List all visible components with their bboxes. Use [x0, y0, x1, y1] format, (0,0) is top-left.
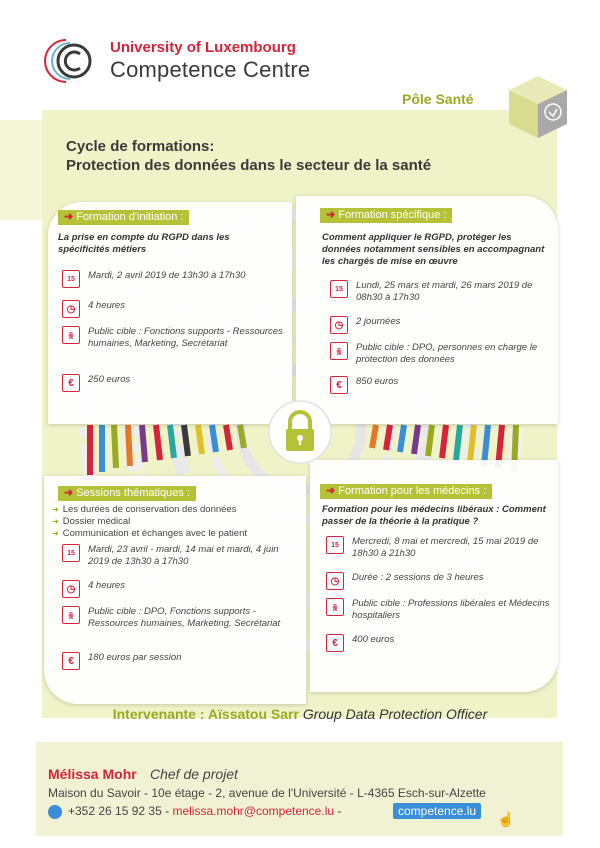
euro-icon: € [62, 374, 80, 392]
date-row [330, 280, 550, 304]
price-text: 250 euros [88, 374, 131, 385]
euro-icon: € [62, 652, 80, 670]
card-formation-initiation [48, 202, 292, 424]
left-bg-band [0, 120, 42, 220]
calendar-icon: 15 [62, 544, 80, 562]
arrow-icon: ➜ [64, 211, 74, 223]
contact-name: Mélissa Mohr [48, 766, 137, 782]
date-row [62, 270, 284, 288]
audience-text: Public cible : DPO, Fonctions supports - Ressources humaines, Marketing, Secrétariat [88, 606, 281, 629]
card-formation-medecins [310, 460, 558, 692]
speaker-line [0, 706, 600, 722]
page-title [66, 137, 431, 175]
audience-row [62, 606, 284, 630]
people-icon: ꆜ [62, 326, 80, 344]
health-cube-icon [505, 72, 571, 142]
card-subtitle: Formation pour les médecins libéraux : Comment passer de la théorie à la pratique ? [322, 504, 546, 527]
centre-name: Competence Centre [110, 57, 311, 82]
calendar-icon: 15 [330, 280, 348, 298]
people-icon: ꆜ [326, 598, 344, 616]
separator: - [165, 804, 170, 818]
price-row [330, 376, 550, 394]
duration-text: 4 heures [88, 580, 125, 591]
euro-icon: € [330, 376, 348, 394]
date-text: Mardi, 23 avril - mardi, 14 mai et mardi, 4 juin 2019 de 13h30 à 17h30 [88, 544, 279, 567]
separator: - [337, 804, 342, 818]
topic-list [52, 504, 302, 540]
duration-row [62, 580, 284, 598]
pointer-hand-icon: ☝ [497, 811, 515, 827]
date-text: Lundi, 25 mars et mardi, 26 mars 2019 de 08h30 à 17h30 [356, 280, 533, 303]
duration-text: 2 journées [356, 316, 401, 327]
date-text: Mardi, 2 avril 2019 de 13h30 à 17h30 [88, 270, 246, 281]
price-text: 400 euros [352, 634, 395, 645]
card-subtitle: La prise en compte du RGPD dans les spécificités métiers [58, 232, 230, 255]
price-text: 850 euros [356, 376, 399, 387]
date-row [62, 544, 284, 568]
audience-row [326, 598, 552, 622]
card-formation-specifique [296, 196, 558, 424]
contact-line [68, 804, 341, 818]
list-item: ➜ Les durées de conservation des données [52, 504, 237, 515]
card-tag: ➜ Formation spécifique : [320, 208, 452, 223]
audience-row [330, 342, 550, 366]
duration-row [326, 572, 552, 590]
audience-text: Public cible : DPO, personnes en charge le protection des données [356, 342, 538, 365]
arrow-icon: ➜ [326, 485, 336, 497]
padlock-icon [268, 400, 332, 464]
duration-text: Durée : 2 sessions de 3 heures [352, 572, 484, 583]
email-link[interactable]: melissa.mohr@competence.lu [172, 804, 335, 818]
competence-centre-logo [40, 36, 100, 86]
people-icon: ꆜ [330, 342, 348, 360]
card-tag: ➜ Formation pour les médecins : [320, 484, 492, 499]
arrow-icon: ➜ [64, 487, 74, 499]
duration-row [62, 300, 284, 318]
card-sessions-thematiques [44, 476, 306, 704]
price-row [62, 652, 284, 670]
phone-icon [48, 805, 62, 819]
card-tag: ➜ Sessions thématiques : [58, 486, 196, 501]
list-item: ➜ Dossier médical [52, 516, 131, 527]
duration-row [330, 316, 550, 334]
clock-icon: ◷ [62, 580, 80, 598]
date-row [326, 536, 552, 560]
calendar-icon: 15 [62, 270, 80, 288]
arrow-icon: ➜ [326, 209, 336, 221]
title-line-1: Cycle de formations: [66, 138, 215, 155]
website-link[interactable]: competence.lu [393, 803, 481, 819]
clock-icon: ◷ [330, 316, 348, 334]
card-subtitle: Comment appliquer le RGPD, protéger les données notamment sensibles en accompagnant les chargés de mise en œuvre [322, 232, 545, 267]
people-icon: ꆜ [62, 606, 80, 624]
price-text: 180 euros par session [88, 652, 182, 663]
audience-text: Public cible : Professions libérales et Médecins hospitaliers [352, 598, 550, 621]
title-line-2: Protection des données dans le secteur de la santé [66, 157, 432, 174]
clock-icon: ◷ [62, 300, 80, 318]
clock-icon: ◷ [326, 572, 344, 590]
speaker-name: Aïssatou Sarr [207, 706, 299, 722]
list-item: ➜ Communication et échanges avec le patient [52, 528, 248, 539]
audience-text: Public cible : Fonctions supports - Ressources humaines, Marketing, Secrétariat [88, 326, 283, 349]
euro-icon: € [326, 634, 344, 652]
contact-role: Chef de projet [150, 766, 238, 782]
duration-text: 4 heures [88, 300, 125, 311]
pole-label: Pôle Santé [402, 91, 474, 107]
calendar-icon: 15 [326, 536, 344, 554]
speaker-role: Group Data Protection Officer [302, 706, 488, 722]
speaker-label: Intervenante : [112, 706, 205, 722]
date-text: Mercredi, 8 mai et mercredi, 15 mai 2019 de 18h30 à 21h30 [352, 536, 539, 559]
card-tag: ➜ Formation d'initiation : [58, 210, 189, 225]
address: Maison du Savoir - 10e étage - 2, avenue de l'Université - L-4365 Esch-sur-Alzette [48, 786, 486, 800]
audience-row [62, 326, 284, 350]
phone-number: +352 26 15 92 35 [68, 804, 162, 818]
price-row [62, 374, 284, 392]
price-row [326, 634, 552, 652]
university-name: University of Luxembourg [110, 39, 296, 56]
